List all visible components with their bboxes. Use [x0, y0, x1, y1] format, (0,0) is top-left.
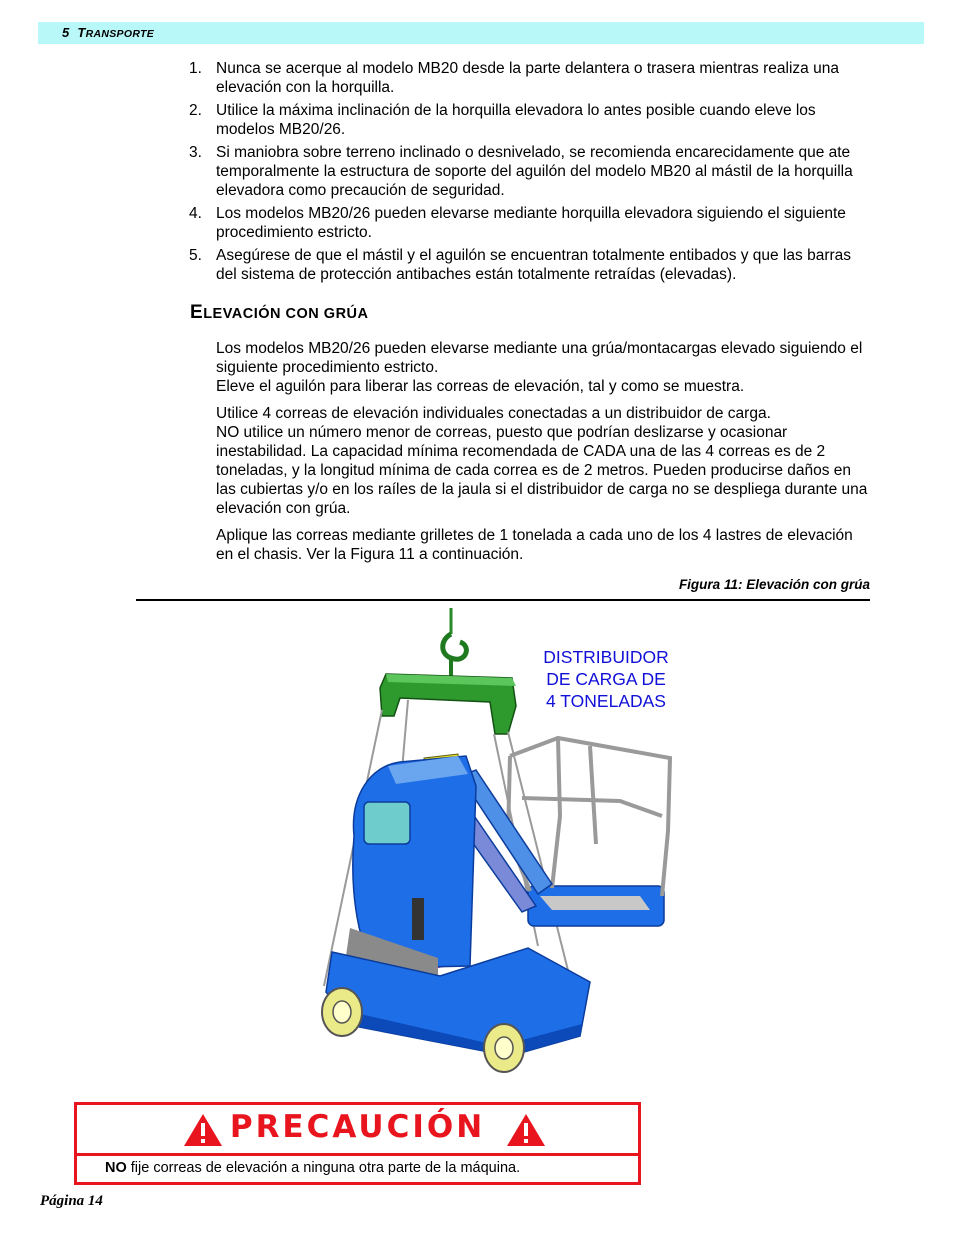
list-item: 1. Nunca se acerque al modelo MB20 desde la parte delantera o trasera mientras realiza una elevación con la horquilla.	[189, 60, 839, 96]
header-bar	[38, 22, 924, 44]
caution-box	[74, 1102, 641, 1185]
paragraph: Utilice 4 correas de elevación individuales conectadas a un distribuidor de carga. NO utilice un número menor de correas, puesto que podrían deslizarse y ocasionar inestabilidad. La capacidad mínima recomendada de CADA una de las 4 correas es de 2 toneladas, y la longitud mínima de cada correa es de 2 metros. Pueden producirse daños en las cubiertas y/o en los raíles de la jaula si el distribuidor de carga no se despliega durante una elevación con grúa.	[216, 405, 868, 517]
caution-title: PRECAUCIÓN	[229, 1109, 486, 1145]
figure-caption: Figura 11: Elevación con grúa	[678, 577, 870, 592]
load-spreader-label: DISTRIBUIDOR DE CARGA DE 4 TONELADAS	[543, 647, 669, 711]
list-item: 3. Si maniobra sobre terreno inclinado o desnivelado, se recomienda encarecidamente que ate temporalmente la estructura de soporte del aguilón del modelo MB20 al mástil de la horquilla elevadora como precaución de seguridad.	[189, 144, 853, 199]
list-item: 5. Asegúrese de que el mástil y el aguilón se encuentran totalmente entibados y que las barras del sistema de protección antibaches están totalmente retraídas (elevadas).	[189, 247, 852, 283]
steps-list	[186, 59, 876, 288]
section-header: 5 TRANSPORTE	[62, 25, 155, 40]
page-number: Página 14	[40, 1193, 103, 1209]
list-item: 4. Los modelos MB20/26 pueden elevarse mediante horquilla elevadora siguiendo el siguiente procedimiento estricto.	[189, 205, 846, 241]
caution-text: NO fije correas de elevación a ninguna otra parte de la máquina.	[105, 1160, 521, 1176]
warning-icon	[506, 1113, 546, 1147]
paragraph: Los modelos MB20/26 pueden elevarse mediante una grúa/montacargas elevado siguiendo el siguiente procedimiento estricto. Eleve el aguilón para liberar las correas de elevación, tal y como se muestra.	[216, 340, 863, 395]
list-item: 2. Utilice la máxima inclinación de la horquilla elevadora lo antes posible cuando eleve los modelos MB20/26.	[189, 102, 816, 138]
figure-divider	[136, 599, 870, 601]
paragraph: Aplique las correas mediante grilletes de 1 tonelada a cada uno de los 4 lastres de elevación en el chasis. Ver la Figura 11 a continuación.	[216, 527, 853, 563]
caution-header	[77, 1105, 638, 1156]
section-title: ELEVACIÓN CON GRÚA	[190, 302, 369, 323]
